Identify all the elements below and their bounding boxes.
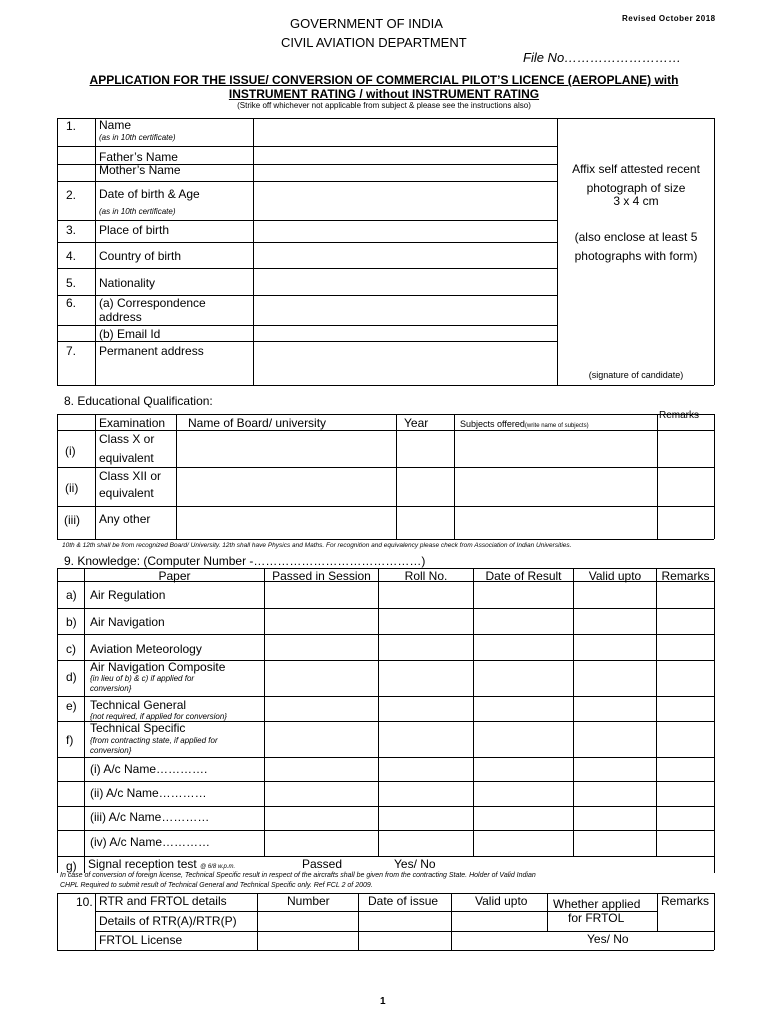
knowledge-entry-area[interactable]	[265, 582, 713, 855]
permanent-address-label: Permanent address	[99, 344, 204, 358]
rtr-header-remarks: Remarks	[661, 894, 710, 908]
nationality-field[interactable]	[254, 269, 556, 294]
signature-label: (signature of candidate)	[588, 370, 684, 380]
rtr-header-date: Date of issue	[368, 894, 439, 908]
signal-reception-test: Signal reception test @ 6/8 w.p.m.	[88, 857, 236, 871]
knowledge-letter-d: d)	[66, 670, 77, 684]
knowledge-header-remarks: Remarks	[661, 569, 710, 583]
email-label: (b) Email Id	[99, 327, 161, 341]
edu-row-1-label-b: equivalent	[99, 451, 154, 465]
row-number-1: 1.	[66, 119, 77, 133]
frtol-license-label: FRTOL License	[99, 933, 183, 947]
place-of-birth-field[interactable]	[254, 221, 556, 241]
name-field[interactable]	[254, 119, 556, 145]
knowledge-header-roll: Roll No.	[404, 569, 448, 583]
paper-d-note-1: {in lieu of b) & c) if applied for	[90, 674, 195, 683]
fathers-name-field[interactable]	[254, 147, 556, 163]
rtr-header-applied-1: Whether applied	[553, 897, 641, 911]
form-title-note: (Strike off whichever not applicable from subject & please see the instructions also)	[237, 101, 531, 110]
edu-header-year: Year	[404, 416, 429, 430]
edu-row-1-label-a: Class X or	[99, 432, 155, 446]
correspondence-address-field[interactable]	[254, 296, 556, 324]
education-heading: 8. Educational Qualification:	[64, 394, 213, 408]
correspondence-label-2: address	[99, 310, 142, 324]
signal-yes-no[interactable]: Yes/ No	[394, 857, 436, 871]
photo-box[interactable]	[558, 119, 713, 384]
knowledge-letter-g: g)	[66, 859, 77, 873]
email-field[interactable]	[254, 326, 556, 340]
photo-instruction-1: Affix self attested recent	[572, 162, 700, 176]
rtr-entry-area[interactable]	[258, 912, 713, 949]
dob-note: (as in 10th certificate)	[99, 207, 176, 216]
knowledge-header-result: Date of Result	[485, 569, 562, 583]
file-number: File No………………………	[523, 50, 682, 65]
page-number: 1	[380, 996, 386, 1007]
row-number-2: 2.	[66, 188, 77, 202]
photo-instruction-4: (also enclose at least 5	[574, 230, 698, 244]
edu-row-num-2: (ii)	[65, 481, 79, 495]
edu-row-2-label-b: equivalent	[99, 486, 154, 500]
knowledge-note-1: In case of conversion of foreign license, Technical Specific result in respect of the aircrafts shall be given from the contracting State. Holder of Valid Indian	[60, 872, 536, 879]
row-number-3: 3.	[66, 223, 77, 237]
name-note: (as in 10th certificate)	[99, 133, 176, 142]
edu-header-board: Name of Board/ university	[188, 416, 327, 430]
rtr-header-applied-2: for FRTOL	[568, 911, 625, 925]
permanent-address-field[interactable]	[254, 342, 556, 384]
rtr-header-details: RTR and FRTOL details	[99, 894, 227, 908]
edu-row-num-3: (iii)	[64, 513, 80, 527]
form-title-line2: INSTRUMENT RATING / without INSTRUMENT RATING	[228, 87, 540, 101]
edu-header-subjects: Subjects offered(write name of subjects)	[460, 419, 589, 429]
rtr-header-valid: Valid upto	[475, 894, 528, 908]
knowledge-header-paper: Paper	[158, 569, 191, 583]
knowledge-letter-f: f)	[66, 733, 74, 747]
photo-instruction-3: 3 x 4 cm	[613, 194, 659, 208]
mothers-name-field[interactable]	[254, 165, 556, 180]
nationality-label: Nationality	[99, 276, 156, 290]
correspondence-label: (a) Correspondence	[99, 296, 206, 310]
paper-aviation-meteorology: Aviation Meteorology	[90, 642, 202, 656]
aircraft-name-4: (iv) A/c Name…………	[90, 835, 211, 849]
revised-date: Revised October 2018	[622, 14, 716, 23]
knowledge-header-valid: Valid upto	[588, 569, 642, 583]
signal-passed-label: Passed	[302, 857, 343, 871]
country-of-birth-field[interactable]	[254, 243, 556, 267]
rtr-header-number: Number	[287, 894, 330, 908]
place-of-birth-label: Place of birth	[99, 223, 170, 237]
edu-row-num-1: (i)	[65, 444, 76, 458]
paper-d-note-2: conversion}	[90, 684, 132, 693]
row-number-6: 6.	[66, 296, 77, 310]
knowledge-note-2: CHPL Required to submit result of Technical General and Technical Specific only. Ref FCL 2 of 2009.	[60, 882, 373, 889]
dob-field[interactable]	[254, 182, 556, 219]
photo-instruction-2: photograph of size	[586, 181, 686, 195]
mothers-name-label: Mother’s Name	[99, 163, 181, 177]
country-of-birth-label: Country of birth	[99, 249, 182, 263]
paper-f-note-2: conversion}	[90, 746, 132, 755]
paper-technical-specific: Technical Specific	[90, 721, 186, 735]
education-entry-area[interactable]	[177, 431, 713, 538]
paper-e-note: {not required, if applied for conversion}	[90, 712, 227, 721]
row-number-5: 5.	[66, 276, 77, 290]
row-number-7: 7.	[66, 344, 77, 358]
form-title-line1: APPLICATION FOR THE ISSUE/ CONVERSION OF COMMERCIAL PILOT’S LICENCE (AEROPLANE) with	[89, 73, 679, 87]
knowledge-heading: 9. Knowledge: (Computer Number -……………………………………)	[64, 554, 426, 568]
paper-air-navigation: Air Navigation	[90, 615, 165, 629]
edu-header-remarks: Remarks	[659, 410, 700, 421]
paper-f-note-1: {from contracting state, if applied for	[90, 736, 218, 745]
knowledge-letter-a: a)	[66, 588, 77, 602]
paper-air-regulation: Air Regulation	[90, 588, 166, 602]
paper-air-navigation-composite: Air Navigation Composite	[90, 660, 226, 674]
knowledge-letter-e: e)	[66, 699, 77, 713]
rtr-details-label: Details of RTR(A)/RTR(P)	[99, 914, 237, 928]
edu-row-2-label-a: Class XII or	[99, 469, 162, 483]
knowledge-letter-c: c)	[66, 642, 76, 656]
row-number-4: 4.	[66, 249, 77, 263]
edu-header-exam: Examination	[99, 416, 166, 430]
aircraft-name-1: (i) A/c Name………….	[90, 762, 208, 776]
education-footnote: 10th & 12th shall be from recognized Board/ University. 12th shall have Physics and Maths. For recognition and equivalency please check from Association of Indian Universities.	[62, 542, 572, 549]
aircraft-name-2: (ii) A/c Name…………	[90, 786, 207, 800]
paper-technical-general: Technical General	[90, 698, 187, 712]
header-line1: GOVERNMENT OF INDIA	[290, 16, 443, 31]
dob-label: Date of birth & Age	[99, 187, 200, 201]
edu-row-3-label: Any other	[99, 512, 151, 526]
name-label: Name	[99, 118, 132, 132]
knowledge-header-session: Passed in Session	[272, 569, 371, 583]
fathers-name-label: Father’s Name	[99, 150, 178, 164]
photo-instruction-5: photographs with form)	[574, 249, 698, 263]
knowledge-letter-b: b)	[66, 615, 77, 629]
aircraft-name-3: (iii) A/c Name…………	[90, 810, 210, 824]
frtol-yes-no[interactable]: Yes/ No	[587, 932, 629, 946]
rtr-row-number: 10.	[76, 895, 93, 909]
header-line2: CIVIL AVIATION DEPARTMENT	[281, 35, 467, 50]
